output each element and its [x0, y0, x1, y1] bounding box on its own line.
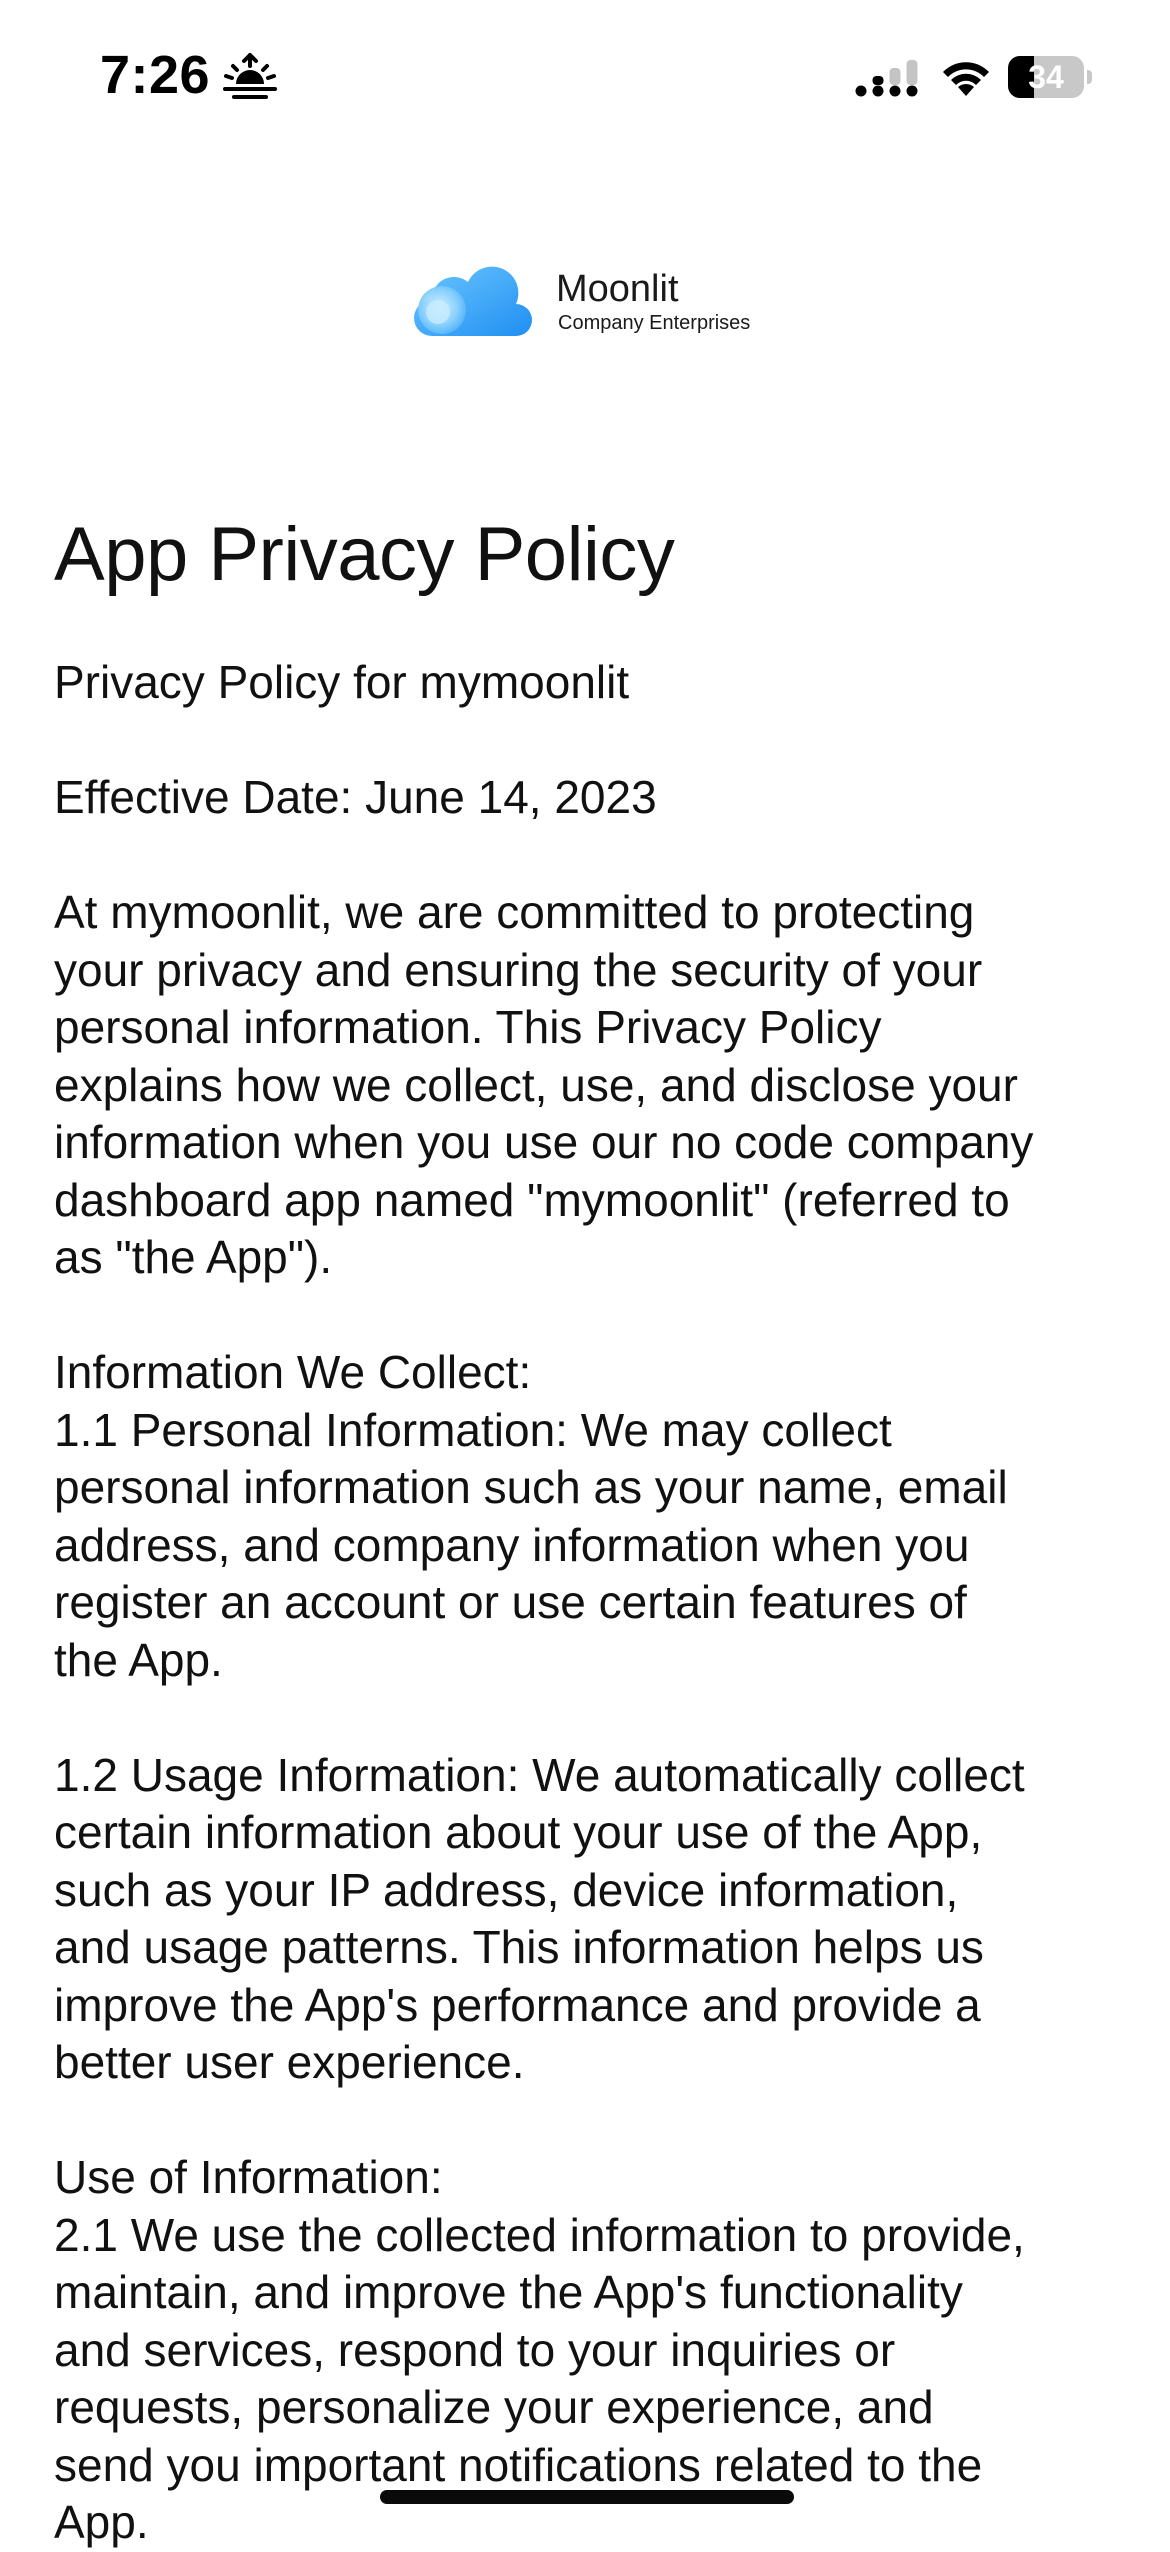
paragraph-usage-information: 1.2 Usage Information: We automatically collect certain information about your use of the App, such as your IP address, device information, and usage patterns. This information helps us improve the App's performance and provide a better user experience.	[54, 1748, 1025, 2088]
wifi-icon	[938, 56, 994, 98]
brand-header	[412, 256, 772, 346]
policy-subtitle: Privacy Policy for mymoonlit	[54, 656, 630, 708]
status-time: 7:26	[100, 45, 211, 105]
paragraph-use-of-information: 2.1 We use the collected information to provide, maintain, and improve the App's functionality and services, respond to your inquiries or requests, personalize your experience, and send you important notifications related to the App.	[54, 2208, 1025, 2548]
policy-content	[54, 500, 1134, 2552]
paragraph-personal-information: 1.1 Personal Information: We may collect personal information such as your name, email address, and company information when you register an account or use certain features of the App.	[54, 1403, 1008, 1686]
section-heading-use: Use of Information:	[54, 2151, 443, 2203]
sunrise-icon	[222, 52, 278, 100]
home-indicator[interactable]	[380, 2490, 794, 2504]
effective-date: Effective Date: June 14, 2023	[54, 771, 657, 823]
intro-paragraph: At mymoonlit, we are committed to protecting your privacy and ensuring the security of your personal information. This Privacy Policy explains how we collect, use, and disclose your information when you use our no code company dashboard app named "mymoonlit" (referred to as "the App").	[54, 886, 1034, 1283]
brand-name: Moonlit	[556, 268, 679, 310]
brand-tagline: Company Enterprises	[558, 312, 751, 334]
battery-icon	[1008, 56, 1092, 98]
page-title: App Privacy Policy	[54, 512, 675, 597]
cellular-signal-icon	[855, 58, 921, 98]
battery-level: 34	[1028, 59, 1064, 95]
cloud-logo-icon	[412, 256, 532, 338]
status-bar	[0, 0, 1170, 150]
section-heading-collect: Information We Collect:	[54, 1346, 532, 1398]
